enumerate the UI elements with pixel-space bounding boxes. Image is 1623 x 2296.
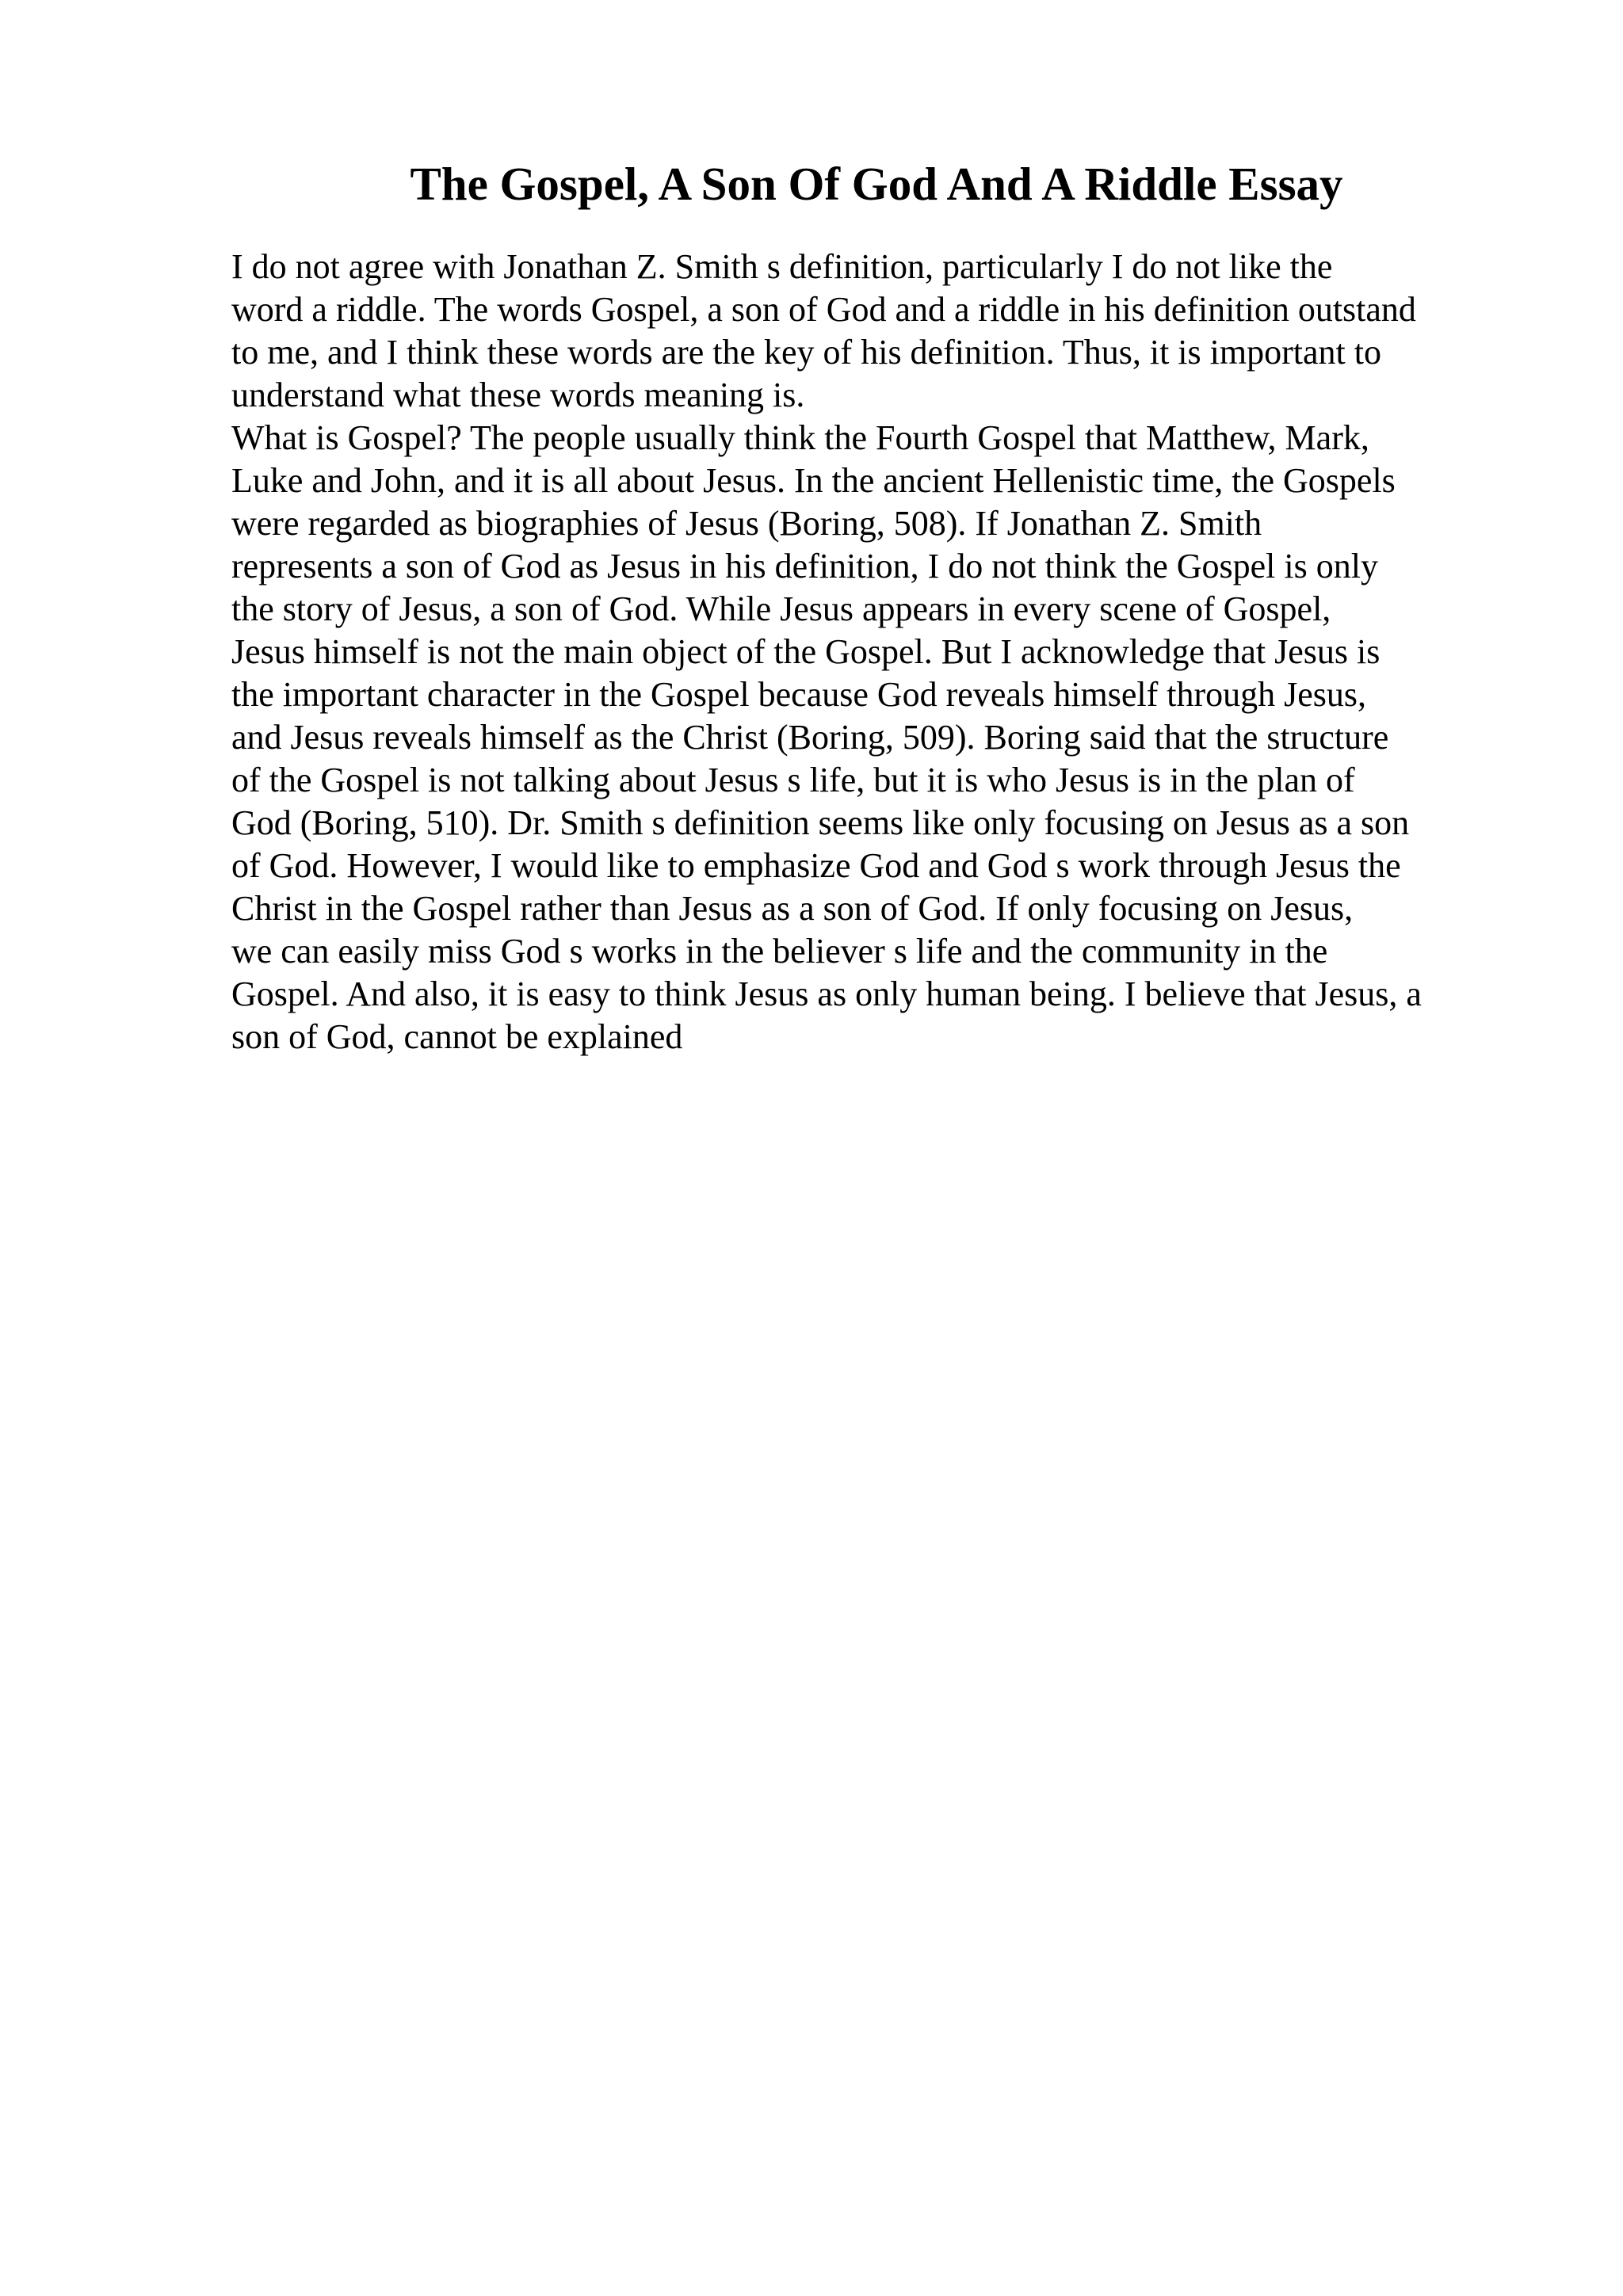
body-line: of the Gospel is not talking about Jesus s life, but it is who Jesus is in the plan of (231, 761, 1355, 799)
body-line: we can easily miss God s works in the believer s life and the community in the (231, 932, 1328, 971)
body-line: the important character in the Gospel because God reveals himself through Jesus, (231, 675, 1366, 714)
body-line: word a riddle. The words Gospel, a son of God and a riddle in his definition outstand (231, 290, 1416, 329)
body-line: to me, and I think these words are the key of his definition. Thus, it is important to (231, 333, 1381, 372)
document-body (231, 246, 1515, 1058)
body-line: I do not agree with Jonathan Z. Smith s definition, particularly I do not like the (231, 247, 1333, 286)
body-line: the story of Jesus, a son of God. While Jesus appears in every scene of Gospel, (231, 589, 1331, 628)
body-line: Gospel. And also, it is easy to think Jesus as only human being. I believe that Jesus, a (231, 974, 1422, 1013)
body-line: and Jesus reveals himself as the Christ (Boring, 509). Boring said that the structure (231, 718, 1389, 757)
document-title: The Gospel, A Son Of God And A Riddle Essay (410, 158, 1343, 210)
body-line: God (Boring, 510). Dr. Smith s definition seems like only focusing on Jesus as a son (231, 803, 1410, 842)
body-line: son of God, cannot be explained (231, 1017, 683, 1056)
body-line: Christ in the Gospel rather than Jesus as a son of God. If only focusing on Jesus, (231, 889, 1354, 928)
body-line: understand what these words meaning is. (231, 376, 805, 414)
body-line: Luke and John, and it is all about Jesus. In the ancient Hellenistic time, the Gospels (231, 461, 1396, 500)
body-line: What is Gospel? The people usually think the Fourth Gospel that Matthew, Mark, (231, 418, 1369, 457)
body-line: Jesus himself is not the main object of the Gospel. But I acknowledge that Jesus is (231, 632, 1381, 671)
body-line: of God. However, I would like to emphasize God and God s work through Jesus the (231, 846, 1401, 885)
body-line: represents a son of God as Jesus in his definition, I do not think the Gospel is only (231, 547, 1378, 585)
body-line: were regarded as biographies of Jesus (Boring, 508). If Jonathan Z. Smith (231, 504, 1262, 543)
